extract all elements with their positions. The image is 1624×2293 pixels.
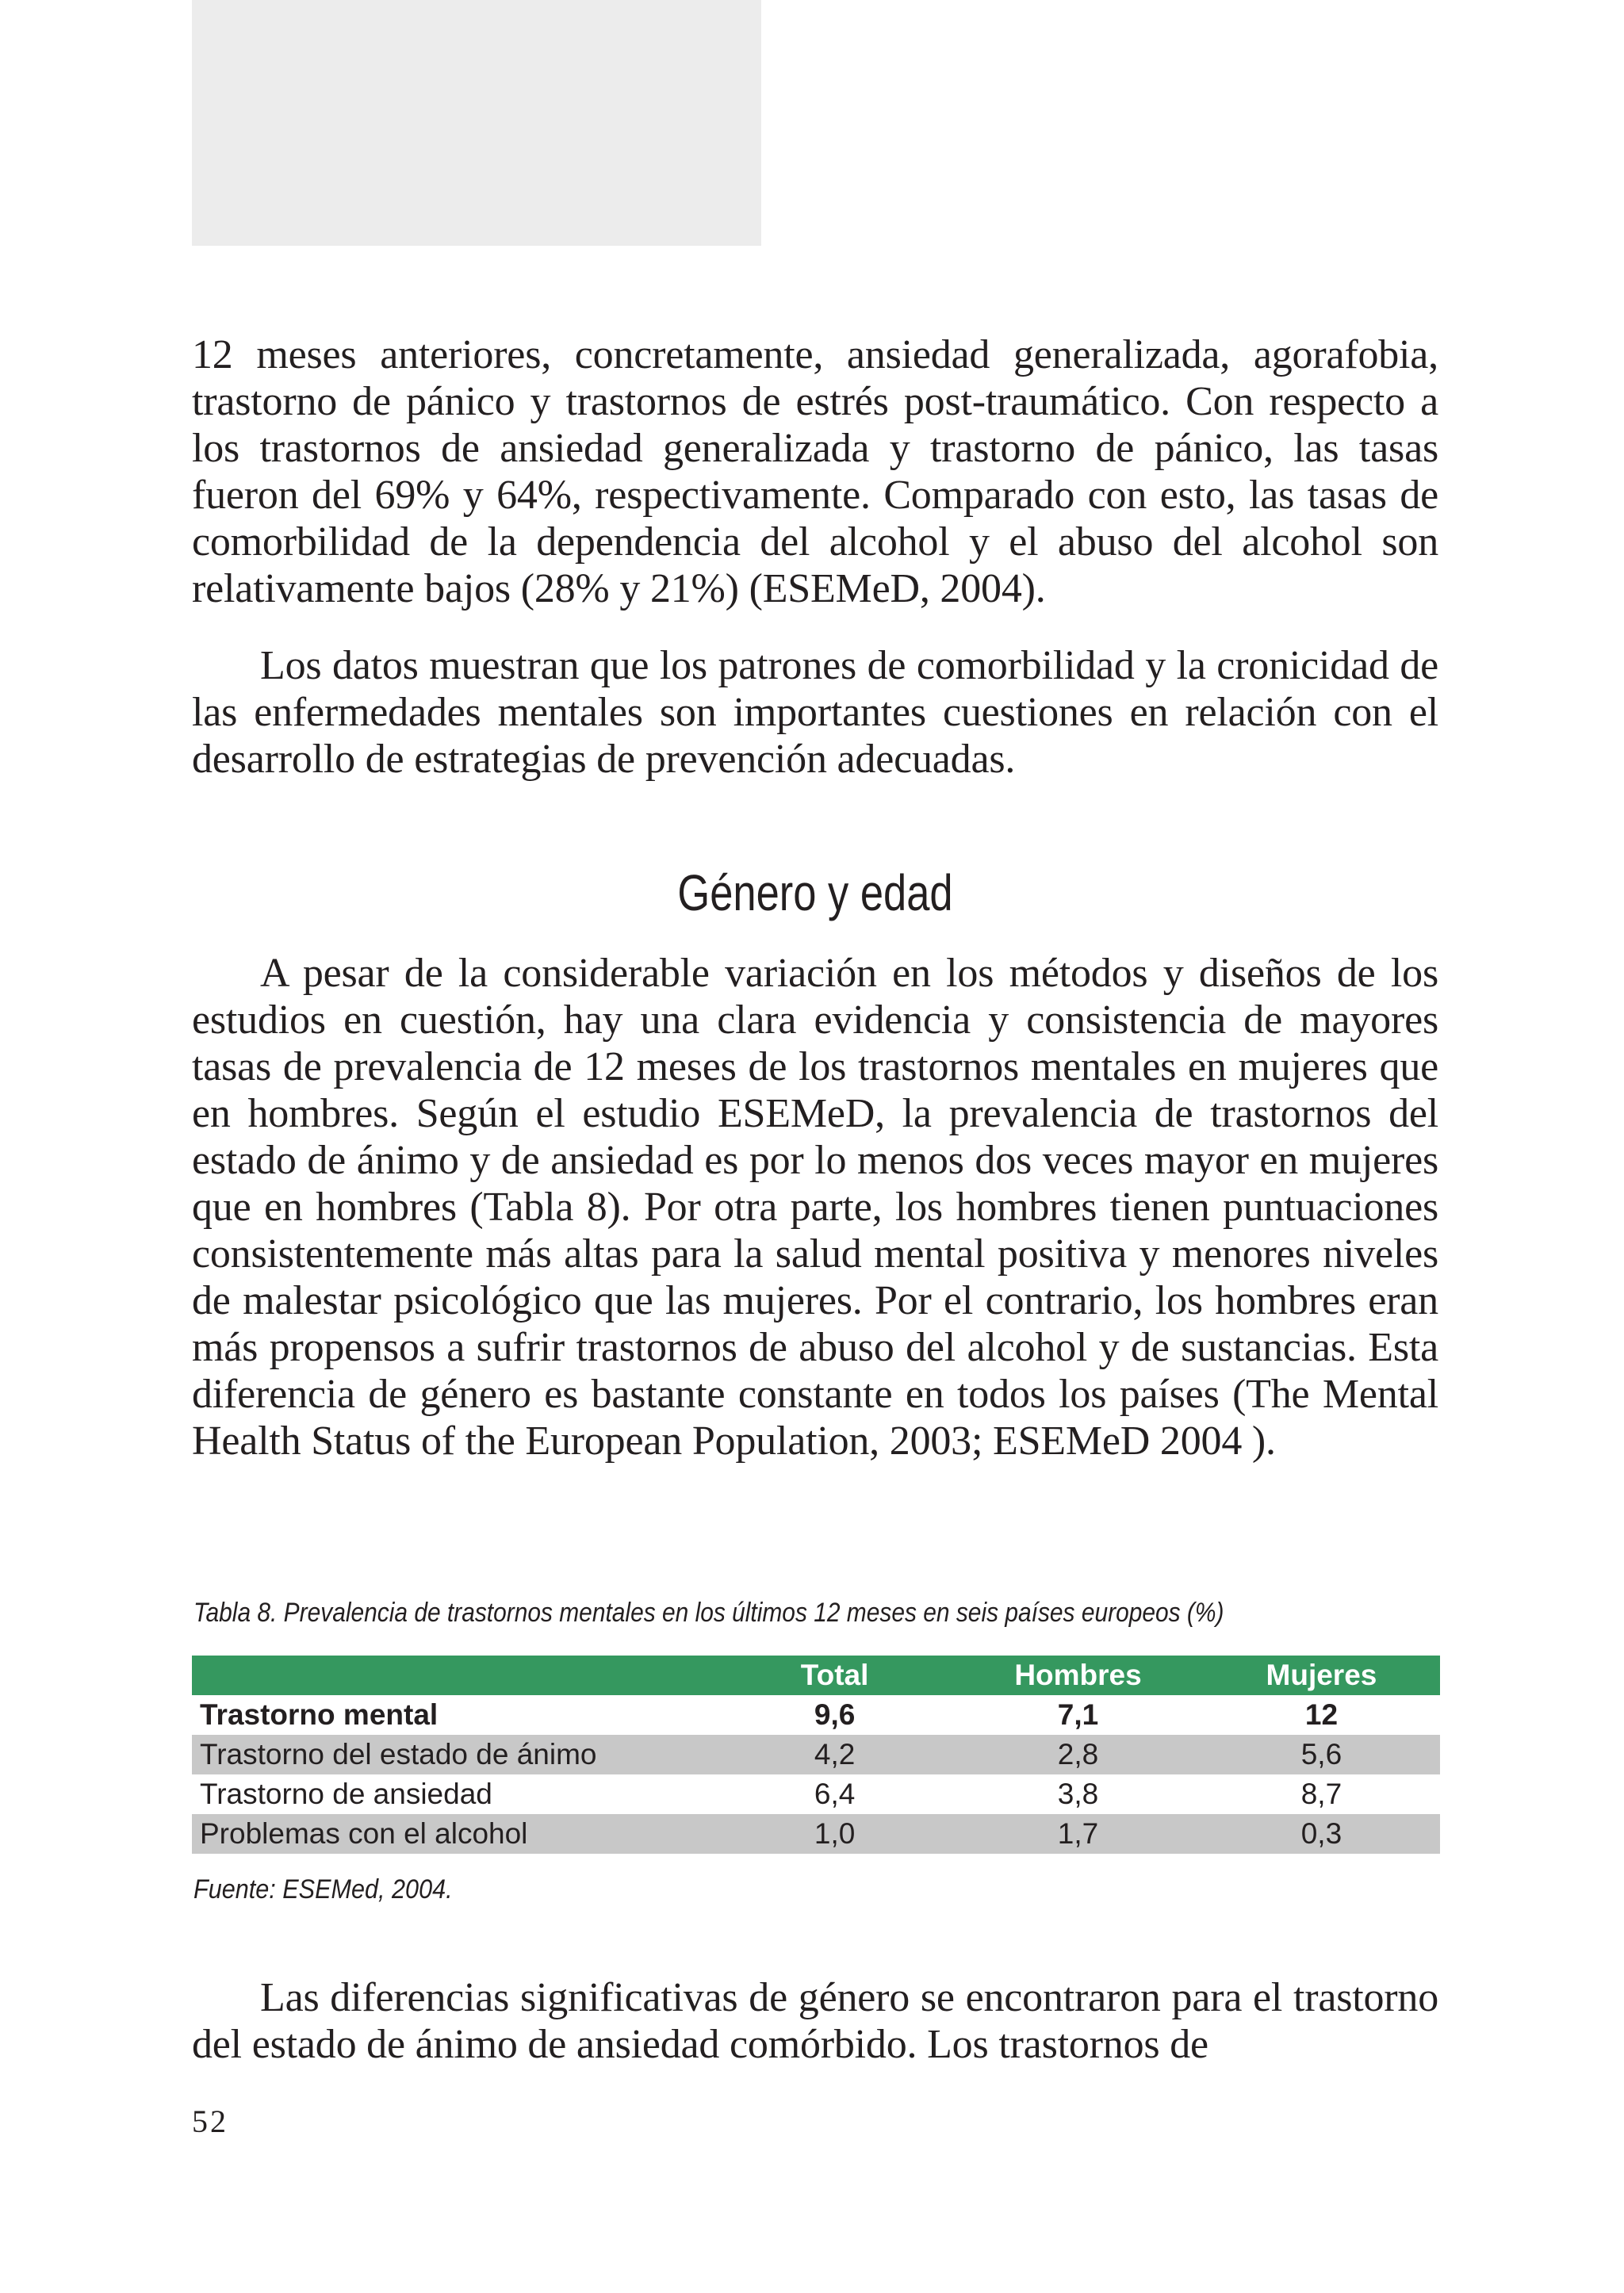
- table-header-cell: Hombres: [953, 1656, 1203, 1695]
- table-cell: 6,4: [814, 1778, 856, 1810]
- table-row: [192, 1814, 1440, 1854]
- table-cell: 0,3: [1203, 1814, 1440, 1854]
- table-header-cell: Total: [716, 1656, 953, 1695]
- table-cell: 5,6: [1203, 1735, 1440, 1774]
- table-header-cell: Mujeres: [1203, 1656, 1440, 1695]
- table-cell: 9,6: [814, 1698, 856, 1731]
- table-cell: 1,7: [953, 1814, 1203, 1854]
- table-cell: Problemas con el alcohol: [192, 1814, 716, 1854]
- table-cell: Trastorno de ansiedad: [200, 1778, 492, 1810]
- table-header-row: [192, 1656, 1440, 1695]
- table-cell: 1,0: [716, 1814, 953, 1854]
- table-cell: 4,2: [716, 1735, 953, 1774]
- paragraph-4: Las diferencias significativas de género se encontraron para el trastorno del estado de ánimo de ansiedad comórbido. Los trastornos de: [192, 1975, 1438, 2067]
- paragraph-1: 12 meses anteriores, concretamente, ansiedad generalizada, agorafobia, trastorno de pánico y trastornos de estrés post-traumático. Con respecto a los trastornos de ansiedad generalizada y trastorno de pánico, las tasas fueron del 69% y 64%, respectivamente. Comparado con esto, las tasas de comorbilidad de la dependencia del alcohol y el abuso del alcohol son relativamente bajos (28% y 21%) (ESEMeD, 2004).: [192, 332, 1438, 611]
- table-cell: 12: [1304, 1698, 1339, 1731]
- table-cell: 3,8: [1057, 1778, 1099, 1810]
- table-header-cell: [192, 1656, 716, 1695]
- prevalence-table: [192, 1656, 1440, 1854]
- table-cell: Trastorno del estado de ánimo: [192, 1735, 716, 1774]
- table-caption: Tabla 8. Prevalencia de trastornos mentales en los últimos 12 meses en seis países europeos (%): [193, 1598, 1224, 1628]
- paragraph-3: A pesar de la considerable variación en los métodos y diseños de los estudios en cuestión, hay una clara evidencia y consistencia de mayores tasas de prevalencia de 12 meses de los trastornos mentales en mujeres que en hombres. Según el estudio ESEMeD, la prevalencia de trastornos del estado de ánimo y de ansiedad es por lo menos dos veces mayor en mujeres que en hombres (Tabla 8). Por otra parte, los hombres tienen puntuaciones consistentemente más altas para la salud mental positiva y menores niveles de malestar psicológico que las mujeres. Por el contrario, los hombres eran más propensos a sufrir trastornos de abuso del alcohol y de sustancias. Esta diferencia de género es bastante constante en todos los países (The Mental Health Status of the European Population, 2003; ESEMeD 2004 ).: [192, 951, 1438, 1464]
- section-heading: Género y edad: [677, 864, 953, 921]
- table-source: Fuente: ESEMed, 2004.: [193, 1874, 453, 1904]
- header-grey-block: [192, 0, 761, 246]
- table-cell: 8,7: [1300, 1778, 1342, 1810]
- table-cell: 7,1: [1057, 1698, 1099, 1731]
- paragraph-2: Los datos muestran que los patrones de comorbilidad y la cronicidad de las enfermedades mentales son importantes cuestiones en relación con el desarrollo de estrategias de prevención adecuadas.: [192, 643, 1438, 782]
- table-row: [192, 1774, 1440, 1814]
- table-cell: Trastorno mental: [200, 1698, 439, 1731]
- table-row: [192, 1735, 1440, 1774]
- table-cell: 2,8: [953, 1735, 1203, 1774]
- table-row: [192, 1695, 1440, 1735]
- page-number: 52: [192, 2104, 228, 2139]
